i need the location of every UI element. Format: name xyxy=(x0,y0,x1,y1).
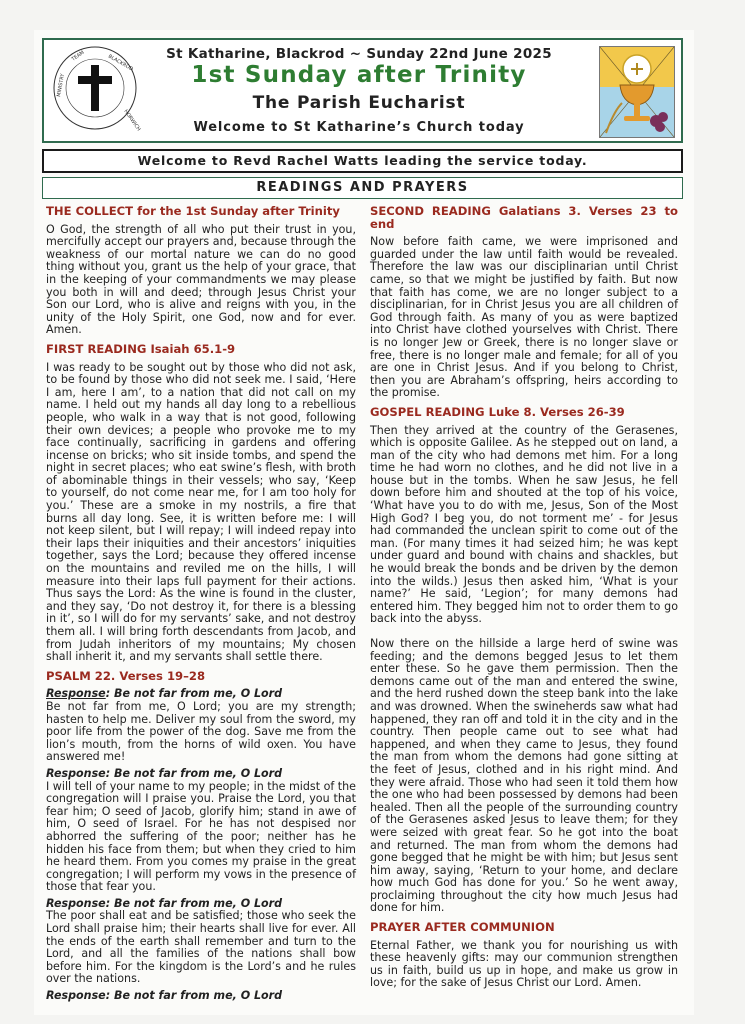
prayer-after-communion-heading: PRAYER AFTER COMMUNION xyxy=(370,920,555,935)
response-text: : Be not far from me, O Lord xyxy=(105,766,283,780)
right-column xyxy=(370,205,678,994)
response-label: Response xyxy=(46,989,106,1003)
welcome-line: Welcome to St Katharine’s Church today xyxy=(193,120,525,135)
psalm-response xyxy=(46,990,356,1003)
section-banner: READINGS AND PRAYERS xyxy=(42,177,683,199)
header-box xyxy=(42,38,683,143)
welcome-banner: Welcome to Revd Rachel Watts leading the service today. xyxy=(42,149,683,173)
psalm-response xyxy=(46,768,356,781)
first-reading-text: I was ready to be sought out by those who did not ask, to be found by those who did not seek me. I said, ‘Here I am, here I am’, to a nation that did not call on my name. I held out my hands all day long to a rebellious people, who walk in a way that is not good, following their own devices; a people who provoke me to my face continually, sacrificing in gardens and offering incense on bricks; who sit inside tombs, and spend the night in secret places; who eat swine’s flesh, with broth of abominable things in their vessels; who say, ‘Keep to yourself, do not come near me, for I am too holy for you.’ These are a smoke in my nostrils, a fire that burns all day long. See, it is written before me: I will not keep silent, but I will repay; I will indeed repay into their laps their iniquities and their ancestors’ iniquities together, says the Lord; because they offered incense on the mountains and reviled me on the hills, I will measure into their laps full payment for their actions. Thus says the Lord: As the wine is found in the cluster, and they say, ‘Do not destroy it, for there is a blessing in it’, so I will do for my servants’ sake, and not destroy them all. I will bring forth descendants from Jacob, and from Judah inheritors of my mountains; My chosen shall inherit it, and my servants shall settle there. xyxy=(46,360,356,664)
svg-text:TEAM: TEAM xyxy=(70,49,86,63)
chalice-artwork xyxy=(599,46,675,138)
psalm-heading: PSALM 22. Verses 19–28 xyxy=(46,668,206,683)
service-title: 1st Sunday after Trinity xyxy=(191,62,527,88)
second-reading-heading: SECOND READING Galatians 3. Verses 23 to end xyxy=(370,204,678,231)
service-subtitle: The Parish Eucharist xyxy=(252,93,466,113)
response-label: Response xyxy=(46,766,106,780)
response-text: : Be not far from me, O Lord xyxy=(105,989,283,1003)
gospel-paragraph-2: Now there on the hillside a large herd of swine was feeding; and the demons begged Jesus to let them enter these. So he gave them permission. Then the demons came out of the man and entered the swine, and the herd rushed down the steep bank into the lake and was drowned. When the swineherds saw what had happened, they ran off and told it in the city and in the country. Then people came out to see what had happened, and when they came to Jesus, they found the man from whom the demons had gone sitting at the feet of Jesus, clothed and in his right mind. And they were afraid. Those who had seen it told them how the one who had been possessed by demons had been healed. Then all the people of the surrounding country of the Gerasenes asked Jesus to leave them; for they were seized with great fear. So he got into the boat and returned. The man from whom the demons had gone begged that he might be with him; but Jesus sent him away, saying, ‘Return to your home, and declare how much God has done for you.’ So he went away, proclaiming throughout the city how much Jesus had done for him. xyxy=(370,637,678,915)
collect-text: O God, the strength of all who put their trust in you, mercifully accept our prayers and, because through the weakness of our mortal nature we can do no good thing without you, grant us the help of your grace, that in the keeping of your commandments we may please you both in will and deed; through Jesus Christ your Son our Lord, who is alive and reigns with you, in the unity of the Holy Spirit, one God, now and for ever. Amen. xyxy=(46,222,356,337)
collect-heading: THE COLLECT for the 1st Sunday after Trinity xyxy=(46,204,340,218)
svg-text:BLACKROD: BLACKROD xyxy=(107,53,134,73)
psalm-stanza-2: I will tell of your name to my people; in the midst of the congregation will I praise you. Praise the Lord, you that fear him; O seed of Jacob, glorify him; stand in awe of him, O seed of Israel. For he has not despised nor abhorred the suffering of the poor; neither has he hidden his face from them; but when they cried to him he heard them. From you comes my praise in the great congregation; I will perform my vows in the presence of those that fear you. xyxy=(46,779,357,894)
svg-text:MINISTRY: MINISTRY xyxy=(56,73,67,98)
chalice-icon xyxy=(600,47,674,137)
svg-text:HORWICH: HORWICH xyxy=(122,108,142,133)
psalm-stanza-3: The poor shall eat and be satisfied; those who seek the Lord shall praise him; their hearts shall live for ever. All the ends of the earth shall remember and turn to the Lord, and all the families of the nations shall bow before him. For the kingdom is the Lord’s and he rules over the nations. xyxy=(46,909,356,986)
parish-seal-logo xyxy=(52,45,142,133)
response-text: : Be not far from me, O Lord xyxy=(105,687,283,701)
psalm-stanza-1: Be not far from me, O Lord; you are my strength; hasten to help me. Deliver my soul from the sword, my poor life from the power of the dog. Save me from the lion’s mouth, from the horns of wild oxen. You have answered me! xyxy=(46,699,356,764)
second-reading-text: Now before faith came, we were imprisoned and guarded under the law until faith would be revealed. Therefore the law was our disciplinarian until Christ came, so that we might be justified by faith. But now that faith has come, we are no longer subject to a disciplinarian, for in Christ Jesus you are all children of God through faith. As many of you as were baptized into Christ have clothed yourselves with Christ. There is no longer Jew or Greek, there is no longer slave or free, there is no longer male and female; for all of you are one in Christ Jesus. And if you belong to Christ, then you are Abraham’s offspring, heirs according to the promise. xyxy=(370,235,678,400)
response-label: Response xyxy=(46,687,106,701)
gospel-paragraph-1: Then they arrived at the country of the Gerasenes, which is opposite Galilee. As he stepped out on land, a man of the city who had demons met him. For a long time he had worn no clothes, and he did not live in a house but in the tombs. When he saw Jesus, he fell down before him and shouted at the top of his voice, ‘What have you to do with me, Jesus, Son of the Most High God? I beg you, do not torment me’ - for Jesus had commanded the unclean spirit to come out of the man. (For many times it had seized him; he was kept under guard and bound with chains and shackles, but he would break the bonds and be driven by the demon into the wilds.) Jesus then asked him, ‘What is your name?’ He said, ‘Legion’; for many demons had entered him. They begged him not to order them to go back into the abyss. xyxy=(370,423,678,626)
gospel-heading: GOSPEL READING Luke 8. Verses 26-39 xyxy=(370,404,625,419)
cross-icon xyxy=(52,45,142,133)
church-date-line: St Katharine, Blackrod ~ Sunday 22nd June 2025 xyxy=(166,46,552,62)
left-column xyxy=(46,205,356,1003)
prayer-after-communion-text: Eternal Father, we thank you for nourishing us with these heavenly gifts: may our communion strengthen us in faith, build us up in hope, and make us grow in love; for the sake of Jesus Christ our Lord. Amen. xyxy=(370,938,678,990)
response-text: : Be not far from me, O Lord xyxy=(105,896,283,910)
first-reading-heading: FIRST READING Isaiah 65.1-9 xyxy=(46,341,236,356)
response-label: Response xyxy=(46,896,106,910)
